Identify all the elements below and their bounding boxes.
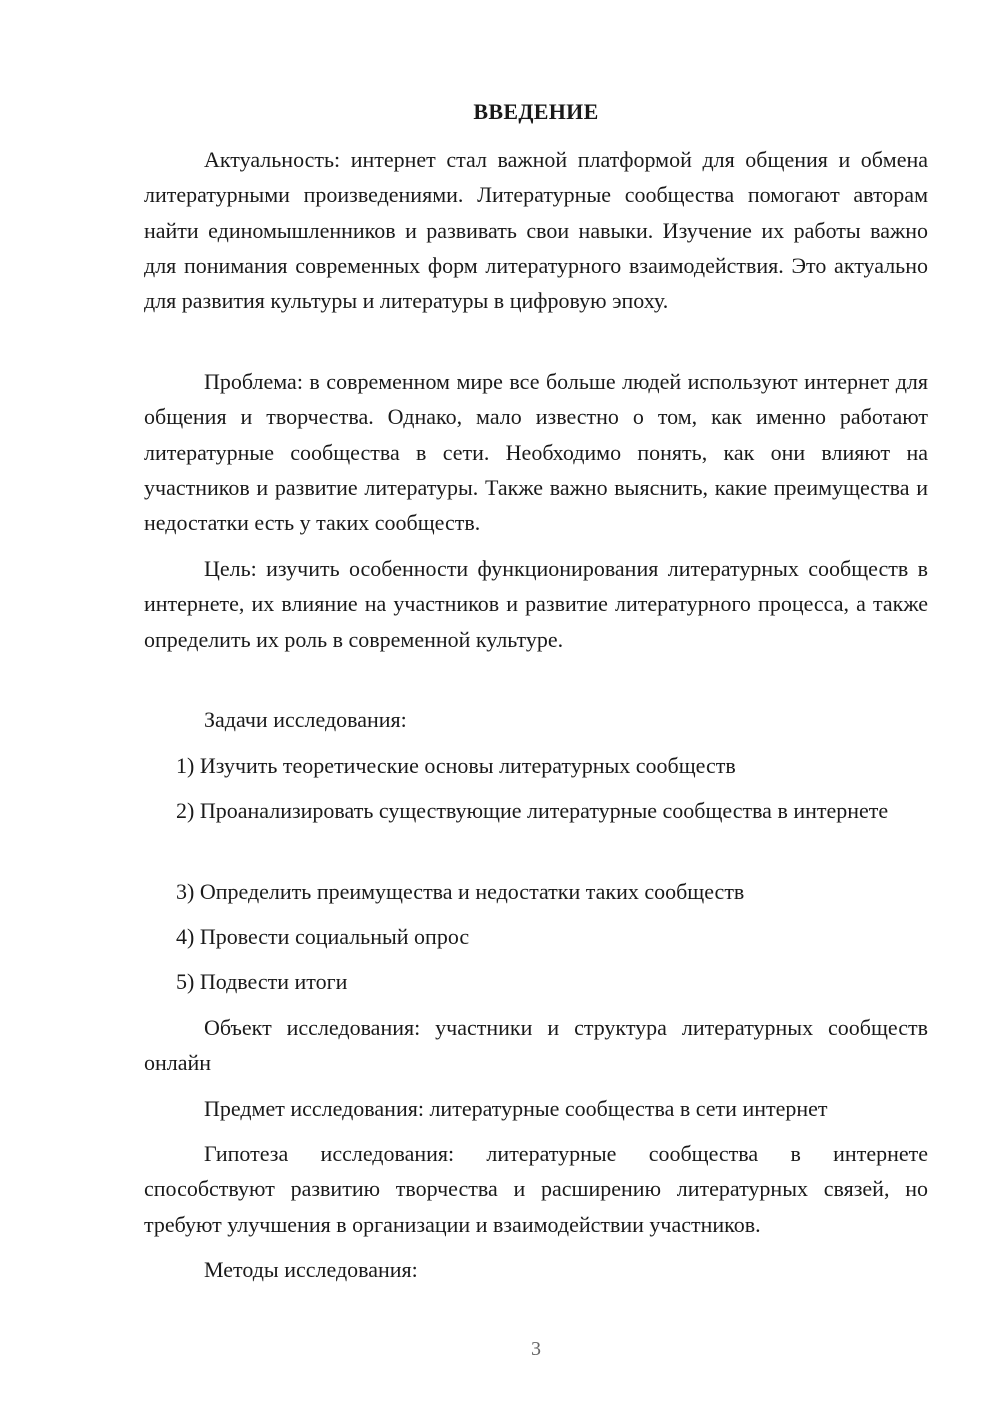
problem-paragraph: Проблема: в современном мире все больше людей используют интернет для общения и творчества. Однако, мало известно о том, как именно работают литературные сообщества в сети. Необходимо понять, как они влияют на участников и развитие литературы. Также важно выяснить, какие преимущества и недостатки есть у таких сообществ. bbox=[144, 369, 928, 536]
task-item-3: 3) Определить преимущества и недостатки таких сообществ bbox=[176, 879, 745, 904]
task-item-1: 1) Изучить теоретические основы литературных сообществ bbox=[176, 753, 736, 778]
task-item-4: 4) Провести социальный опрос bbox=[176, 924, 470, 949]
tasks-title: Задачи исследования: bbox=[204, 707, 407, 732]
page-title: ВВЕДЕНИЕ bbox=[473, 99, 599, 124]
task-item-2: 2) Проанализировать существующие литературные сообщества в интернете bbox=[176, 798, 889, 823]
subject-paragraph: Предмет исследования: литературные сообщества в сети интернет bbox=[204, 1096, 828, 1121]
goal-paragraph: Цель: изучить особенности функционирования литературных сообществ в интернете, их влияние на участников и развитие литературного процесса, а также определить их роль в современной культуре. bbox=[144, 556, 928, 652]
methods-title: Методы исследования: bbox=[204, 1257, 418, 1282]
hypothesis-paragraph: Гипотеза исследования: литературные сообщества в интернете способствуют развитию творчества и расширению литературных связей, но требуют улучшения в организации и взаимодействии участников. bbox=[144, 1141, 928, 1237]
object-paragraph: Объект исследования: участники и структура литературных сообществ онлайн bbox=[144, 1015, 928, 1076]
page-number: 3 bbox=[531, 1338, 541, 1360]
task-item-5: 5) Подвести итоги bbox=[176, 969, 348, 994]
relevance-paragraph: Актуальность: интернет стал важной платформой для общения и обмена литературными произведениями. Литературные сообщества помогают авторам найти единомышленников и развивать свои навыки. Изучение их работы важно для понимания современных форм литературного взаимодействия. Это актуально для развития культуры и литературы в цифровую эпоху. bbox=[144, 147, 928, 314]
